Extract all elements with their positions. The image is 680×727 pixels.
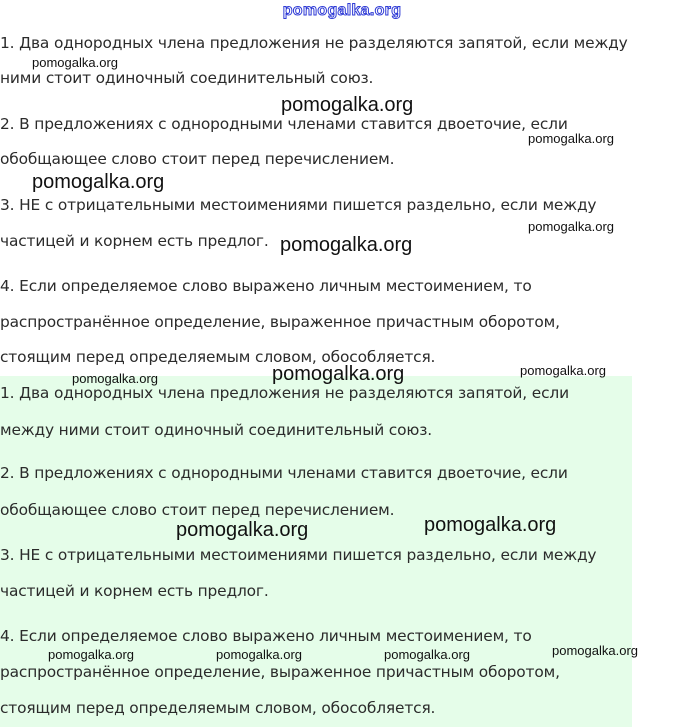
answer-line: распространённое определение, выраженное причастным оборотом, <box>0 663 560 681</box>
question-line: стоящим перед определяемым словом, обособляется. <box>0 348 436 366</box>
watermark: pomogalka.org <box>384 647 470 662</box>
answer-line: между ними стоит одиночный соединительный союз. <box>0 421 432 439</box>
answer-line: 1. Два однородных члена предложения не разделяются запятой, если <box>0 384 569 402</box>
answer-line: обобщающее слово стоит перед перечислением. <box>0 501 395 519</box>
watermark: pomogalka.org <box>552 643 638 658</box>
question-line: 4. Если определяемое слово выражено личным местоимением, то <box>0 277 532 295</box>
watermark: pomogalka.org <box>216 647 302 662</box>
site-link[interactable]: pomogalka.org <box>282 2 402 19</box>
question-line: 3. НЕ с отрицательными местоимениями пишется раздельно, если между <box>0 196 597 214</box>
answer-line: 2. В предложениях с однородными членами ставится двоеточие, если <box>0 464 568 482</box>
watermark: pomogalka.org <box>528 131 614 146</box>
watermark: pomogalka.org <box>520 363 606 378</box>
watermark: pomogalka.org <box>528 219 614 234</box>
watermark: pomogalka.org <box>48 647 134 662</box>
watermark: pomogalka.org <box>32 55 118 70</box>
watermark: pomogalka.org <box>281 94 414 116</box>
answer-line: стоящим перед определяемым словом, обособляется. <box>0 699 436 717</box>
watermark: pomogalka.org <box>72 371 158 386</box>
question-line: 2. В предложениях с однородными членами ставится двоеточие, если <box>0 115 568 133</box>
watermark: pomogalka.org <box>176 519 309 541</box>
question-line: 1. Два однородных члена предложения не разделяются запятой, если между <box>0 34 628 52</box>
question-line: ними стоит одиночный соединительный союз. <box>0 69 374 87</box>
watermark: pomogalka.org <box>280 234 413 256</box>
answer-line: 3. НЕ с отрицательными местоимениями пишется раздельно, если между <box>0 546 597 564</box>
question-line: обобщающее слово стоит перед перечислением. <box>0 150 395 168</box>
watermark: pomogalka.org <box>272 363 405 385</box>
answer-line: 4. Если определяемое слово выражено личным местоимением, то <box>0 627 532 645</box>
question-line: частицей и корнем есть предлог. <box>0 232 269 250</box>
question-line: распространённое определение, выраженное причастным оборотом, <box>0 313 560 331</box>
watermark: pomogalka.org <box>32 171 165 193</box>
answer-line: частицей и корнем есть предлог. <box>0 582 269 600</box>
watermark: pomogalka.org <box>424 514 557 536</box>
